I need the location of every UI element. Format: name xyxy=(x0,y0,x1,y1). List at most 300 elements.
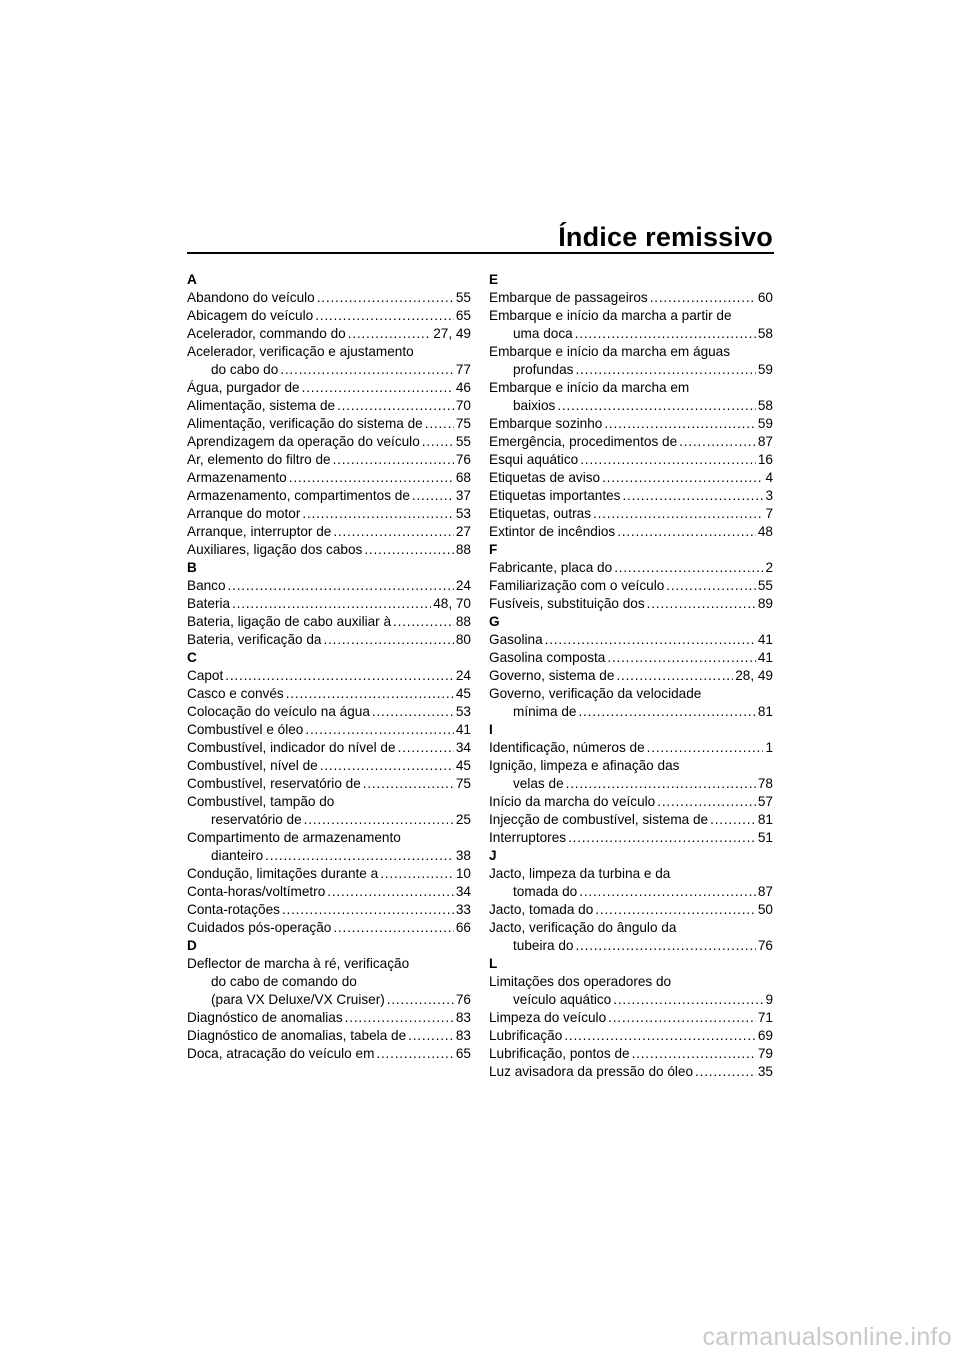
entry-page-number: 25 xyxy=(455,812,471,827)
index-entry-line xyxy=(489,739,773,757)
dot-leader xyxy=(364,541,454,559)
index-entry-line xyxy=(187,973,471,991)
index-entry-line xyxy=(489,883,773,901)
entry-label: Gasolina xyxy=(489,632,543,647)
entry-page-number: 78 xyxy=(757,776,773,791)
entry-page-number: 35 xyxy=(757,1064,773,1079)
index-entry xyxy=(187,703,471,721)
dot-leader xyxy=(580,451,756,469)
entry-page-number: 41 xyxy=(757,650,773,665)
index-entry-line xyxy=(489,343,773,361)
entry-page-number: 34 xyxy=(455,884,471,899)
index-entry-line xyxy=(489,703,773,721)
entry-page-number: 1 xyxy=(765,740,773,755)
index-entry-line xyxy=(187,829,471,847)
dot-leader xyxy=(302,379,454,397)
dot-leader xyxy=(710,811,756,829)
entry-label: do cabo de comando do xyxy=(211,974,357,989)
entry-label: Combustível, indicador do nível de xyxy=(187,740,396,755)
index-entry xyxy=(489,487,773,505)
index-entry-line xyxy=(489,793,773,811)
dot-leader xyxy=(387,991,454,1009)
entry-label: Ignição, limpeza e afinação das xyxy=(489,758,680,773)
index-entry-line xyxy=(187,991,471,1009)
index-entry xyxy=(187,829,471,865)
index-entry xyxy=(187,379,471,397)
entry-label: Abandono do veículo xyxy=(187,290,315,305)
index-entry xyxy=(187,289,471,307)
entry-label: Compartimento de armazenamento xyxy=(187,830,401,845)
entry-page-number: 48 xyxy=(757,524,773,539)
entry-label: Jacto, tomada do xyxy=(489,902,594,917)
dot-leader xyxy=(304,811,454,829)
index-entry xyxy=(489,649,773,667)
dot-leader xyxy=(557,397,756,415)
index-entry xyxy=(187,793,471,829)
entry-label: Esqui aquático xyxy=(489,452,579,467)
index-entry xyxy=(489,1027,773,1045)
dot-leader xyxy=(614,559,763,577)
index-entry-line xyxy=(187,487,471,505)
dot-leader xyxy=(380,865,454,883)
index-entry xyxy=(187,307,471,325)
entry-page-number: 4 xyxy=(765,470,773,485)
dot-leader xyxy=(578,703,755,721)
entry-page-number: 41 xyxy=(757,632,773,647)
page-title: Índice remissivo xyxy=(558,222,773,252)
entry-page-number: 45 xyxy=(455,758,471,773)
entry-label: Embarque de passageiros xyxy=(489,290,648,305)
entry-label: Armazenamento, compartimentos de xyxy=(187,488,410,503)
entry-label: velas de xyxy=(513,776,564,791)
entry-label: Arranque, interruptor de xyxy=(187,524,332,539)
entry-page-number: 81 xyxy=(757,812,773,827)
dot-leader xyxy=(602,469,763,487)
dot-leader xyxy=(647,739,764,757)
index-entry-line xyxy=(187,361,471,379)
index-entry xyxy=(489,559,773,577)
dot-leader xyxy=(575,325,756,343)
dot-leader xyxy=(315,307,454,325)
entry-page-number: 48, 70 xyxy=(433,596,471,611)
dot-leader xyxy=(564,1027,756,1045)
entry-label: Combustível, tampão do xyxy=(187,794,335,809)
entry-label: Conta-rotações xyxy=(187,902,280,917)
dot-leader xyxy=(324,631,454,649)
dot-leader xyxy=(566,775,756,793)
dot-leader xyxy=(225,667,454,685)
entry-label: Água, purgador de xyxy=(187,380,300,395)
entry-label: Etiquetas importantes xyxy=(489,488,621,503)
index-entry-line xyxy=(489,757,773,775)
dot-leader xyxy=(607,649,756,667)
entry-label: Alimentação, sistema de xyxy=(187,398,336,413)
index-letter: I xyxy=(489,722,493,737)
entry-label: Jacto, verificação do ângulo da xyxy=(489,920,677,935)
index-entry-line xyxy=(489,1063,773,1081)
index-entry xyxy=(489,469,773,487)
index-entry xyxy=(489,433,773,451)
index-entry xyxy=(187,505,471,523)
dot-leader xyxy=(333,523,454,541)
entry-page-number: 68 xyxy=(455,470,471,485)
index-letter: J xyxy=(489,848,497,863)
entry-page-number: 87 xyxy=(757,434,773,449)
entry-label: mínima de xyxy=(513,704,577,719)
dot-leader xyxy=(632,1045,756,1063)
index-entry xyxy=(489,343,773,379)
index-entry-line xyxy=(489,523,773,541)
entry-page-number: 9 xyxy=(765,992,773,1007)
index-entry-line xyxy=(187,613,471,631)
index-entry-line xyxy=(187,1009,471,1027)
entry-page-number: 46 xyxy=(455,380,471,395)
entry-page-number: 88 xyxy=(455,542,471,557)
index-entry-line xyxy=(187,289,471,307)
entry-label: Casco e convés xyxy=(187,686,284,701)
index-entry-line xyxy=(489,487,773,505)
entry-label: Limpeza do veículo xyxy=(489,1010,607,1025)
entry-page-number: 51 xyxy=(757,830,773,845)
index-entry xyxy=(187,415,471,433)
entry-label: Arranque do motor xyxy=(187,506,301,521)
entry-label: Combustível, nível de xyxy=(187,758,318,773)
entry-label: Ar, elemento do filtro de xyxy=(187,452,331,467)
index-entry xyxy=(489,415,773,433)
entry-label: Embarque sozinho xyxy=(489,416,603,431)
index-entry xyxy=(187,631,471,649)
index-entry-line xyxy=(489,649,773,667)
entry-label: reservatório de xyxy=(211,812,302,827)
index-entry xyxy=(187,775,471,793)
dot-leader xyxy=(282,901,454,919)
entry-label: Colocação do veículo na água xyxy=(187,704,370,719)
index-entry xyxy=(489,631,773,649)
index-column-right xyxy=(489,271,773,1081)
index-entry-line xyxy=(489,577,773,595)
entry-label: Armazenamento xyxy=(187,470,287,485)
dot-leader xyxy=(579,883,756,901)
dot-leader xyxy=(408,1027,454,1045)
index-entry-line xyxy=(187,415,471,433)
entry-label: Cuidados pós-operação xyxy=(187,920,332,935)
index-entry-line xyxy=(489,397,773,415)
index-entry xyxy=(187,397,471,415)
entry-page-number: 3 xyxy=(765,488,773,503)
entry-page-number: 10 xyxy=(455,866,471,881)
entry-label: Luz avisadora da pressão do óleo xyxy=(489,1064,694,1079)
entry-label: Diagnóstico de anomalias xyxy=(187,1010,343,1025)
title-divider xyxy=(187,252,774,254)
index-entry xyxy=(187,919,471,937)
entry-label: Embarque e início da marcha em águas xyxy=(489,344,731,359)
index-entry-line xyxy=(187,1027,471,1045)
index-letter: F xyxy=(489,542,498,557)
entry-page-number: 27 xyxy=(455,524,471,539)
index-entry-line xyxy=(489,811,773,829)
entry-page-number: 55 xyxy=(455,434,471,449)
index-entry-line xyxy=(489,919,773,937)
index-letter: L xyxy=(489,956,498,971)
index-entry xyxy=(489,577,773,595)
dot-leader xyxy=(289,469,454,487)
dot-leader xyxy=(650,289,756,307)
dot-leader xyxy=(228,577,454,595)
index-entry-line xyxy=(489,289,773,307)
dot-leader xyxy=(545,631,756,649)
entry-label: Familiarização com o veículo xyxy=(489,578,665,593)
index-entry xyxy=(489,505,773,523)
entry-page-number: 75 xyxy=(455,776,471,791)
dot-leader xyxy=(280,361,454,379)
dot-leader xyxy=(327,883,454,901)
entry-page-number: 60 xyxy=(757,290,773,305)
index-entry-line xyxy=(489,469,773,487)
entry-label: Fusíveis, substituição dos xyxy=(489,596,645,611)
entry-label: baixios xyxy=(513,398,556,413)
index-letter: B xyxy=(187,560,197,575)
entry-label: Interruptores xyxy=(489,830,567,845)
index-entry-line xyxy=(187,577,471,595)
entry-page-number: 58 xyxy=(757,398,773,413)
index-entry-line xyxy=(187,379,471,397)
index-entry xyxy=(187,883,471,901)
entry-label: Início da marcha do veículo xyxy=(489,794,656,809)
entry-label: Extintor de incêndios xyxy=(489,524,616,539)
entry-page-number: 16 xyxy=(757,452,773,467)
entry-page-number: 59 xyxy=(757,416,773,431)
index-entry-line xyxy=(489,451,773,469)
index-entry xyxy=(187,757,471,775)
dot-leader xyxy=(345,1009,454,1027)
index-entry-line xyxy=(187,865,471,883)
entry-label: tomada do xyxy=(513,884,578,899)
dot-leader xyxy=(647,595,756,613)
dot-leader xyxy=(372,703,454,721)
entry-page-number: 76 xyxy=(455,992,471,1007)
entry-page-number: 24 xyxy=(455,668,471,683)
index-entry xyxy=(489,739,773,757)
index-entry-line xyxy=(187,685,471,703)
entry-page-number: 70 xyxy=(455,398,471,413)
index-entry xyxy=(489,919,773,955)
index-entry-line xyxy=(489,325,773,343)
dot-leader xyxy=(398,739,454,757)
index-entry-line xyxy=(187,667,471,685)
entry-label: Bateria xyxy=(187,596,231,611)
index-entry-line xyxy=(187,847,471,865)
index-entry-line xyxy=(489,505,773,523)
dot-leader xyxy=(604,415,756,433)
dot-leader xyxy=(305,721,454,739)
index-entry xyxy=(187,577,471,595)
index-entry xyxy=(187,523,471,541)
dot-leader xyxy=(575,937,755,955)
index-entry xyxy=(187,739,471,757)
index-entry-line xyxy=(187,775,471,793)
dot-leader xyxy=(622,487,763,505)
entry-label: Combustível, reservatório de xyxy=(187,776,361,791)
index-entry-line xyxy=(489,775,773,793)
index-entry-line xyxy=(489,433,773,451)
index-entry xyxy=(187,433,471,451)
entry-label: Governo, sistema de xyxy=(489,668,615,683)
entry-page-number: 59 xyxy=(757,362,773,377)
index-entry xyxy=(489,973,773,1009)
dot-leader xyxy=(333,451,454,469)
index-column-left xyxy=(187,271,471,1063)
index-entry xyxy=(187,685,471,703)
index-entry xyxy=(187,487,471,505)
entry-label: Embarque e início da marcha a partir de xyxy=(489,308,732,323)
index-entry xyxy=(187,721,471,739)
index-letter: A xyxy=(187,272,197,287)
dot-leader xyxy=(286,685,454,703)
dot-leader xyxy=(657,793,756,811)
index-entry-line xyxy=(489,595,773,613)
entry-label: Acelerador, verificação e ajustamento xyxy=(187,344,414,359)
dot-leader xyxy=(348,325,432,343)
entry-page-number: 41 xyxy=(455,722,471,737)
entry-label: Governo, verificação da velocidade xyxy=(489,686,702,701)
dot-leader xyxy=(593,505,763,523)
dot-leader xyxy=(575,361,755,379)
entry-label: Deflector de marcha à ré, verificação xyxy=(187,956,410,971)
index-entry-line xyxy=(187,757,471,775)
entry-label: Gasolina composta xyxy=(489,650,606,665)
index-entry xyxy=(489,865,773,901)
entry-label: Alimentação, verificação do sistema de xyxy=(187,416,423,431)
entry-label: Emergência, procedimentos de xyxy=(489,434,678,449)
entry-page-number: 55 xyxy=(455,290,471,305)
entry-page-number: 87 xyxy=(757,884,773,899)
entry-page-number: 66 xyxy=(455,920,471,935)
index-entry-line xyxy=(489,415,773,433)
index-entry-line xyxy=(187,703,471,721)
entry-page-number: 81 xyxy=(757,704,773,719)
index-entry xyxy=(187,865,471,883)
index-entry xyxy=(489,307,773,343)
entry-page-number: 53 xyxy=(455,506,471,521)
entry-page-number: 76 xyxy=(455,452,471,467)
index-entry xyxy=(489,667,773,685)
index-entry-line xyxy=(187,325,471,343)
index-entry-line xyxy=(489,991,773,1009)
index-entry-line xyxy=(187,469,471,487)
entry-page-number: 2 xyxy=(765,560,773,575)
entry-page-number: 79 xyxy=(757,1046,773,1061)
index-letter: C xyxy=(187,650,197,665)
dot-leader xyxy=(317,289,454,307)
dot-leader xyxy=(412,487,454,505)
entry-label: Lubrificação xyxy=(489,1028,563,1043)
index-entry xyxy=(489,1045,773,1063)
entry-label: veículo aquático xyxy=(513,992,612,1007)
entry-page-number: 50 xyxy=(757,902,773,917)
entry-page-number: 65 xyxy=(455,1046,471,1061)
index-entry xyxy=(489,685,773,721)
entry-label: Etiquetas, outras xyxy=(489,506,592,521)
index-letter: D xyxy=(187,938,197,953)
entry-label: Jacto, limpeza da turbina e da xyxy=(489,866,671,881)
index-entry xyxy=(489,1009,773,1027)
index-entry-line xyxy=(187,343,471,361)
index-entry xyxy=(489,757,773,793)
dot-leader xyxy=(265,847,454,865)
entry-label: Combustível e óleo xyxy=(187,722,304,737)
dot-leader xyxy=(613,991,763,1009)
entry-page-number: 37 xyxy=(455,488,471,503)
index-entry xyxy=(187,955,471,1009)
entry-label: Doca, atracação do veículo em xyxy=(187,1046,375,1061)
entry-page-number: 83 xyxy=(455,1010,471,1025)
index-entry-line xyxy=(489,865,773,883)
dot-leader xyxy=(376,1045,453,1063)
index-entry xyxy=(489,451,773,469)
dot-leader xyxy=(595,901,756,919)
entry-page-number: 69 xyxy=(757,1028,773,1043)
dot-leader xyxy=(666,577,756,595)
entry-page-number: 28, 49 xyxy=(735,668,773,683)
index-entry xyxy=(489,829,773,847)
dot-leader xyxy=(422,433,454,451)
entry-label: Capot xyxy=(187,668,224,683)
entry-page-number: 33 xyxy=(455,902,471,917)
index-entry xyxy=(187,1045,471,1063)
entry-label: Banco xyxy=(187,578,226,593)
entry-label: Abicagem do veículo xyxy=(187,308,314,323)
index-entry xyxy=(489,901,773,919)
dot-leader xyxy=(425,415,454,433)
index-entry xyxy=(187,595,471,613)
index-entry xyxy=(489,379,773,415)
index-entry-line xyxy=(187,523,471,541)
dot-leader xyxy=(232,595,431,613)
index-entry-line xyxy=(489,1045,773,1063)
entry-page-number: 45 xyxy=(455,686,471,701)
index-entry-line xyxy=(489,937,773,955)
index-entry-line xyxy=(489,667,773,685)
entry-page-number: 24 xyxy=(455,578,471,593)
entry-label: Embarque e início da marcha em xyxy=(489,380,690,395)
entry-page-number: 65 xyxy=(455,308,471,323)
dot-leader xyxy=(337,397,454,415)
index-entry-line xyxy=(187,811,471,829)
dot-leader xyxy=(393,613,454,631)
entry-page-number: 77 xyxy=(455,362,471,377)
entry-label: dianteiro xyxy=(211,848,264,863)
index-entry-line xyxy=(489,829,773,847)
site-watermark[interactable]: carmanualsonline.info xyxy=(702,1323,952,1351)
index-entry xyxy=(489,811,773,829)
index-entry xyxy=(489,289,773,307)
dot-leader xyxy=(616,667,733,685)
index-entry-line xyxy=(489,361,773,379)
entry-label: Conta-horas/voltímetro xyxy=(187,884,326,899)
index-entry-line xyxy=(187,955,471,973)
dot-leader xyxy=(617,523,756,541)
index-entry-line xyxy=(187,1045,471,1063)
entry-label: Identificação, números de xyxy=(489,740,645,755)
dot-leader xyxy=(679,433,756,451)
index-entry-line xyxy=(489,901,773,919)
entry-label: Aprendizagem da operação do veículo xyxy=(187,434,420,449)
index-entry xyxy=(489,523,773,541)
index-entry xyxy=(187,451,471,469)
index-entry-line xyxy=(187,307,471,325)
index-entry xyxy=(187,325,471,343)
index-entry-line xyxy=(489,685,773,703)
